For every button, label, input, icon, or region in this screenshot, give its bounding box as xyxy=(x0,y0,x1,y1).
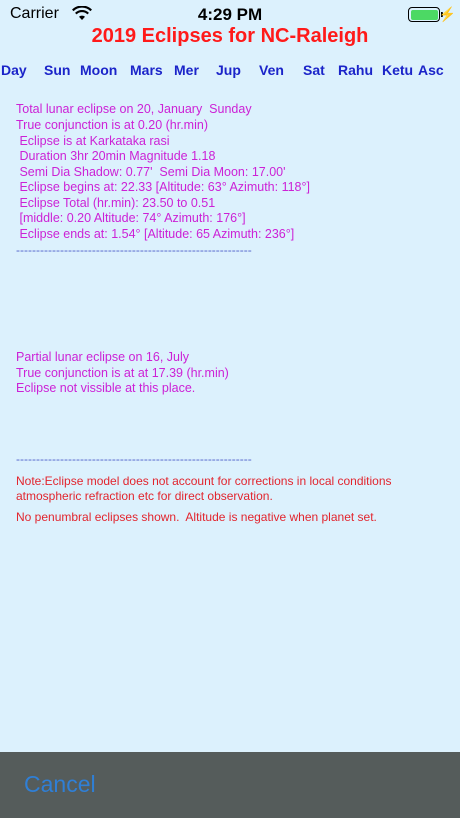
clock-time: 4:29 PM xyxy=(197,5,263,24)
eclipse1-line-9: Eclipse ends at: 1.54° [Altitude: 65 Azimuth: 236°] xyxy=(16,227,295,241)
eclipse2-line-2: True conjunction is at at 17.39 (hr.min) xyxy=(16,366,229,380)
separator-2: ----------------------------------------------------------- xyxy=(16,452,252,466)
page-title: 2019 Eclipses for NC-Raleigh xyxy=(91,25,369,47)
charging-icon: ⚡ xyxy=(438,6,456,22)
tab-ketu[interactable]: Ketu xyxy=(382,62,414,78)
tab-sat[interactable]: Sat xyxy=(303,62,325,78)
note-line-2: atmospheric refraction etc for direct observation. xyxy=(16,489,273,503)
note-line-3: No penumbral eclipses shown. Altitude is negative when planet set. xyxy=(16,510,377,524)
bottom-toolbar xyxy=(0,752,460,818)
note-line-1: Note:Eclipse model does not account for corrections in local conditions xyxy=(16,474,392,488)
tab-ven[interactable]: Ven xyxy=(259,62,284,78)
planet-tab-bar xyxy=(0,62,460,82)
eclipse1-line-1: Total lunar eclipse on 20, January Sunday xyxy=(16,102,252,116)
eclipse1-line-8: [middle: 0.20 Altitude: 74° Azimuth: 176°] xyxy=(16,211,246,225)
tab-rahu[interactable]: Rahu xyxy=(338,62,373,78)
eclipse2-line-1: Partial lunar eclipse on 16, July xyxy=(16,350,190,364)
tab-mer[interactable]: Mer xyxy=(174,62,199,78)
tab-sun[interactable]: Sun xyxy=(44,62,71,78)
cancel-button[interactable]: Cancel xyxy=(24,771,96,797)
eclipse1-line-6: Eclipse begins at: 22.33 [Altitude: 63° Azimuth: 118°] xyxy=(16,180,310,194)
carrier-label: Carrier xyxy=(10,5,59,22)
tab-asc[interactable]: Asc xyxy=(418,62,444,78)
separator-1: ----------------------------------------------------------- xyxy=(16,243,252,257)
tab-day[interactable]: Day xyxy=(1,62,27,78)
tab-moon[interactable]: Moon xyxy=(80,62,118,78)
eclipse1-line-5: Semi Dia Shadow: 0.77' Semi Dia Moon: 17.00' xyxy=(16,165,286,179)
eclipse1-line-3: Eclipse is at Karkataka rasi xyxy=(16,134,170,148)
eclipse2-line-3: Eclipse not vissible at this place. xyxy=(16,381,196,395)
eclipse1-line-7: Eclipse Total (hr.min): 23.50 to 0.51 xyxy=(16,196,216,210)
eclipse1-line-2: True conjunction is at 0.20 (hr.min) xyxy=(16,118,208,132)
tab-jup[interactable]: Jup xyxy=(216,62,241,78)
tab-mars[interactable]: Mars xyxy=(130,62,163,78)
eclipse1-line-4: Duration 3hr 20min Magnitude 1.18 xyxy=(16,149,216,163)
